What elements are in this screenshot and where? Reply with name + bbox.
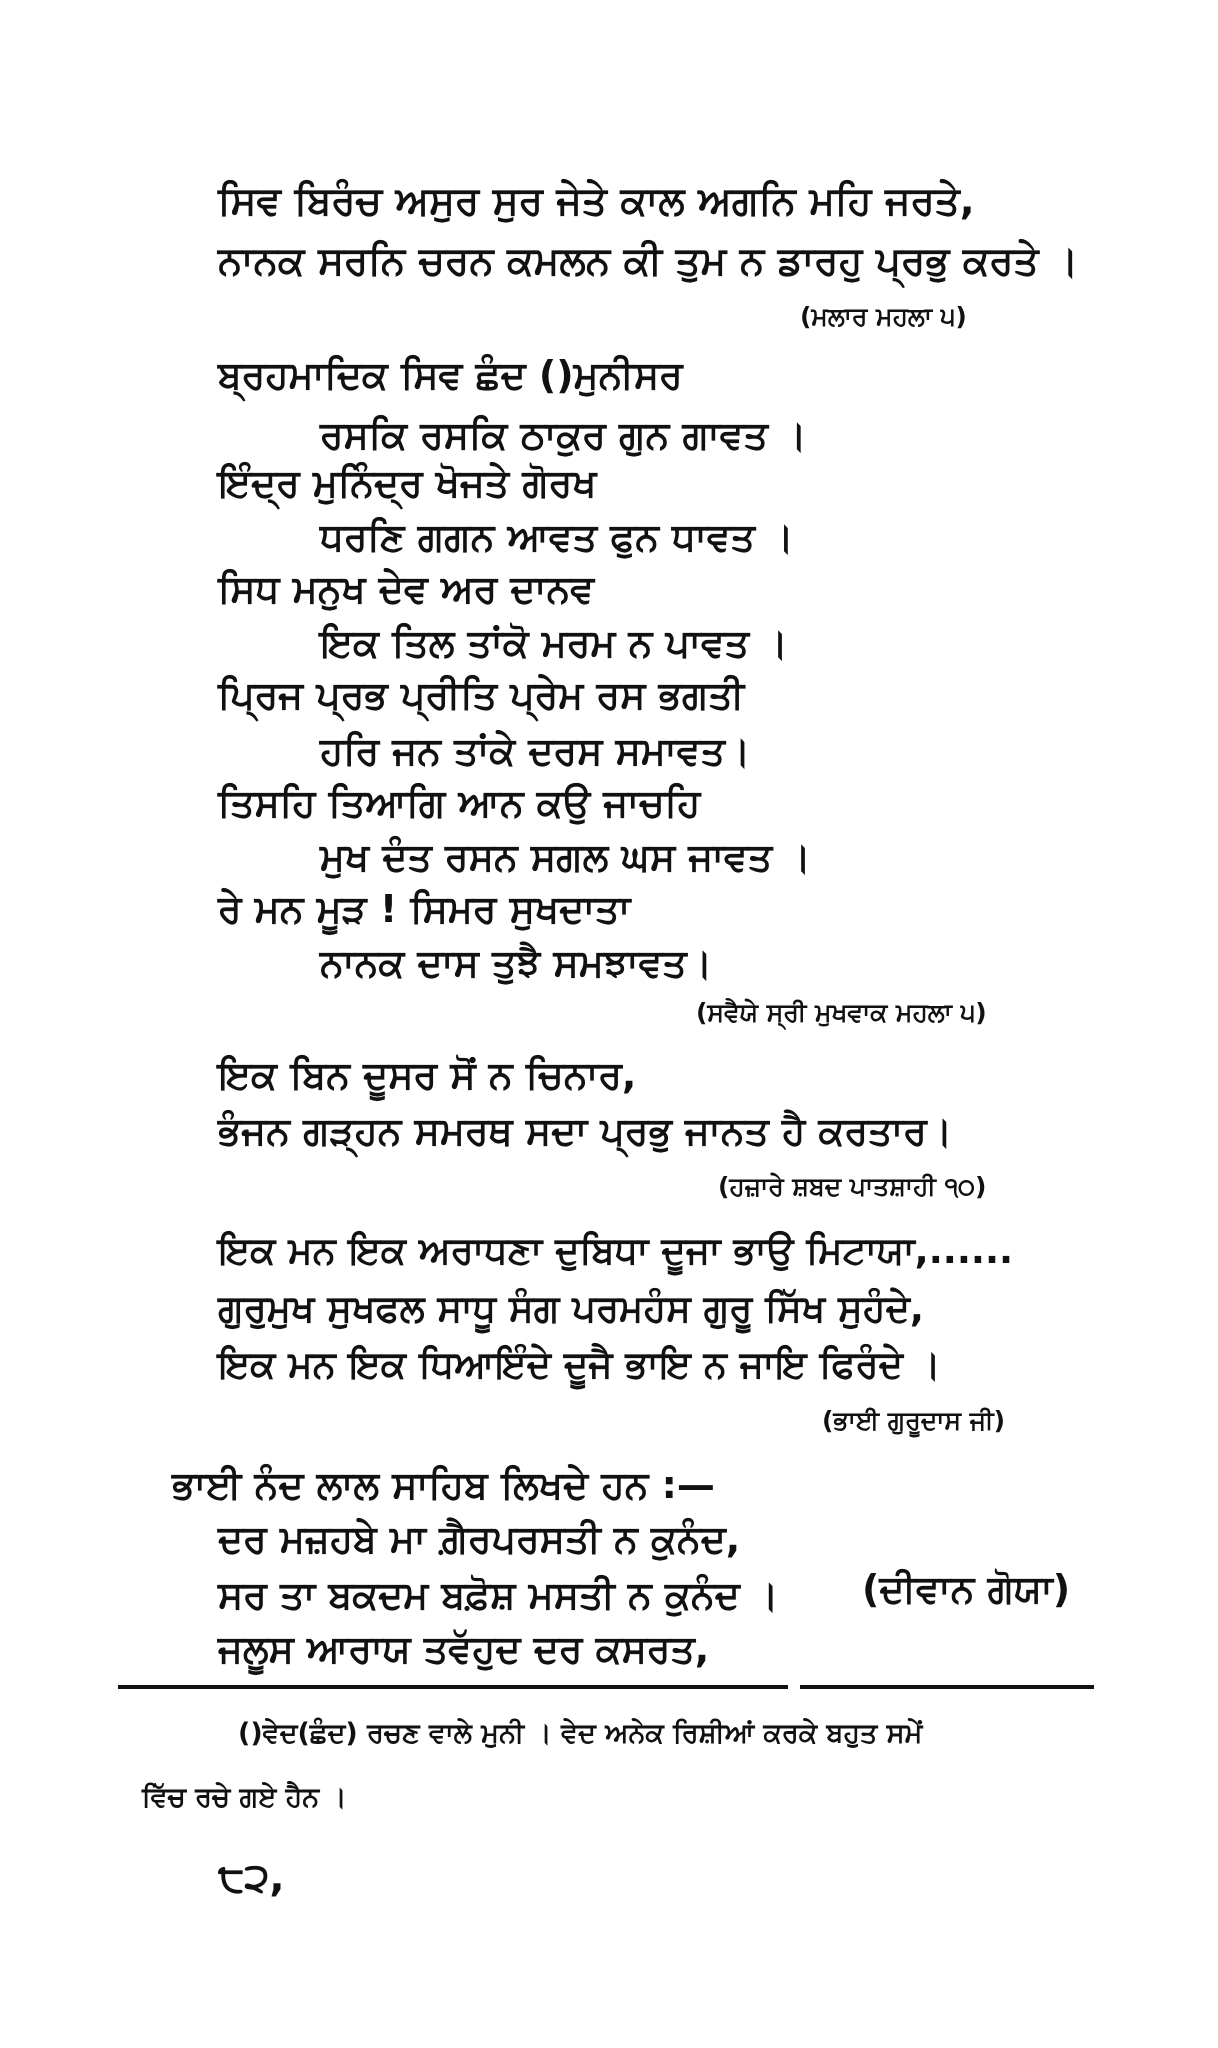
page-number: ੮੨, bbox=[218, 1855, 285, 1901]
stanza2-line-10: ਮੁਖ ਦੰਤ ਰਸਨ ਸਗਲ ਘਸ ਜਾਵਤ । bbox=[320, 835, 811, 879]
stanza2-line-4: ਧਰਣਿ ਗਗਨ ਆਵਤ ਫੁਨ ਧਾਵਤ । bbox=[320, 515, 794, 559]
stanza5-line-1: ਦਰ ਮਜ਼ਹਬੇ ਮਾ ਗ਼ੈਰਪਰਸਤੀ ਨ ਕੁਨੰਦ, bbox=[218, 1517, 741, 1561]
stanza1-line-2: ਨਾਨਕ ਸਰਨਿ ਚਰਨ ਕਮਲਨ ਕੀ ਤੁਮ ਨ ਡਾਰਹੁ ਪ੍ਰਭੁ ਕਰਤੇ । bbox=[218, 239, 1079, 284]
stanza2-line-1: ਬ੍ਰਹਮਾਦਿਕ ਸਿਵ ਛੰਦ ()ਮੁਨੀਸਰ bbox=[218, 353, 683, 397]
stanza4-citation: (ਭਾਈ ਗੁਰੂਦਾਸ ਜੀ) bbox=[822, 1406, 1006, 1435]
stanza2-line-7: ਪ੍ਰਿਜ ਪ੍ਰਭ ਪ੍ਰੀਤਿ ਪ੍ਰੇਮ ਰਸ ਭਗਤੀ bbox=[218, 673, 745, 717]
stanza5-line-3: ਜਲੂਸ ਆਰਾਯ ਤਵੱਹੁਦ ਦਰ ਕਸਰਤ, bbox=[218, 1627, 710, 1671]
stanza5-citation: (ਦੀਵਾਨ ਗੋਯਾ) bbox=[862, 1567, 1071, 1611]
stanza4-line-2: ਗੁਰੁਮੁਖ ਸੁਖਫਲ ਸਾਧੂ ਸੰਗ ਪਰਮਹੰਸ ਗੁਰੂ ਸਿੱਖ ਸੁਹੰਦੇ, bbox=[218, 1287, 924, 1330]
stanza2-line-8: ਹਰਿ ਜਨ ਤਾਂਕੇ ਦਰਸ ਸਮਾਵਤ। bbox=[320, 729, 751, 773]
stanza2-line-6: ਇਕ ਤਿਲ ਤਾਂਕੋ ਮਰਮ ਨ ਪਾਵਤ । bbox=[320, 621, 788, 665]
stanza5-intro: ਭਾਈ ਨੰਦ ਲਾਲ ਸਾਹਿਬ ਲਿਖਦੇ ਹਨ :— bbox=[172, 1463, 715, 1507]
stanza3-citation: (ਹਜ਼ਾਰੇ ਸ਼ਬਦ ਪਾਤਸ਼ਾਹੀ ੧੦) bbox=[718, 1172, 987, 1201]
stanza4-line-1: ਇਕ ਮਨ ਇਕ ਅਰਾਧਣਾ ਦੁਬਿਧਾ ਦੂਜਾ ਭਾਉ ਮਿਟਾਯਾ,...... bbox=[218, 1229, 1014, 1272]
footnote-line-1: ()ਵੇਦ(ਛੰਦ) ਰਚਣ ਵਾਲੇ ਮੁਨੀ । ਵੇਦ ਅਨੇਕ ਰਿਸ਼ੀਆਂ ਕਰਕੇ ਬਹੁਤ ਸਮੇਂ bbox=[238, 1718, 923, 1749]
stanza2-line-11: ਰੇ ਮਨ ਮੂੜ ! ਸਿਮਰ ਸੁਖਦਾਤਾ bbox=[218, 887, 631, 931]
stanza1-citation: (ਮਲਾਰ ਮਹਲਾ ੫) bbox=[800, 302, 967, 331]
footnote-line-2: ਵਿੱਚ ਰਚੇ ਗਏ ਹੈਨ । bbox=[142, 1782, 347, 1813]
stanza5-line-2: ਸਰ ਤਾ ਬਕਦਮ ਬਫ਼ੋਸ਼ ਮਸਤੀ ਨ ਕੁਨੰਦ । bbox=[218, 1573, 779, 1617]
stanza3-line-2: ਭੰਜਨ ਗੜ੍ਹਨ ਸਮਰਥ ਸਦਾ ਪ੍ਰਭੁ ਜਾਨਤ ਹੈ ਕਰਤਾਰ। bbox=[218, 1109, 953, 1153]
stanza2-line-2: ਰਸਕਿ ਰਸਕਿ ਠਾਕੁਰ ਗੁਨ ਗਾਵਤ । bbox=[320, 413, 807, 457]
stanza4-line-3: ਇਕ ਮਨ ਇਕ ਧਿਆਇੰਦੇ ਦੂਜੈ ਭਾਇ ਨ ਜਾਇ ਫਿਰੰਦੇ । bbox=[218, 1343, 941, 1386]
stanza2-line-3: ਇੰਦ੍ਰ ਮੁਨਿੰਦ੍ਰ ਖੋਜਤੇ ਗੋਰਖ bbox=[218, 461, 597, 505]
stanza2-citation: (ਸਵੈਯੇ ਸ੍ਰੀ ਮੁਖਵਾਕ ਮਹਲਾ ੫) bbox=[696, 998, 987, 1027]
stanza1-line-1: ਸਿਵ ਬਿਰੰਚ ਅਸੁਰ ਸੁਰ ਜੇਤੇ ਕਾਲ ਅਗਨਿ ਮਹਿ ਜਰਤੇ, bbox=[218, 179, 975, 224]
stanza2-line-9: ਤਿਸਹਿ ਤਿਆਗਿ ਆਨ ਕਉ ਜਾਚਹਿ bbox=[218, 781, 701, 825]
footnote-rule-left bbox=[118, 1685, 788, 1689]
stanza2-line-12: ਨਾਨਕ ਦਾਸ ਤੁਝੈ ਸਮਝਾਵਤ। bbox=[320, 941, 713, 985]
footnote-rule-right bbox=[800, 1685, 1094, 1689]
stanza3-line-1: ਇਕ ਬਿਨ ਦੂਸਰ ਸੋਂ ਨ ਚਿਨਾਰ, bbox=[218, 1053, 637, 1097]
stanza2-line-5: ਸਿਧ ਮਨੁਖ ਦੇਵ ਅਰ ਦਾਨਵ bbox=[218, 567, 594, 611]
